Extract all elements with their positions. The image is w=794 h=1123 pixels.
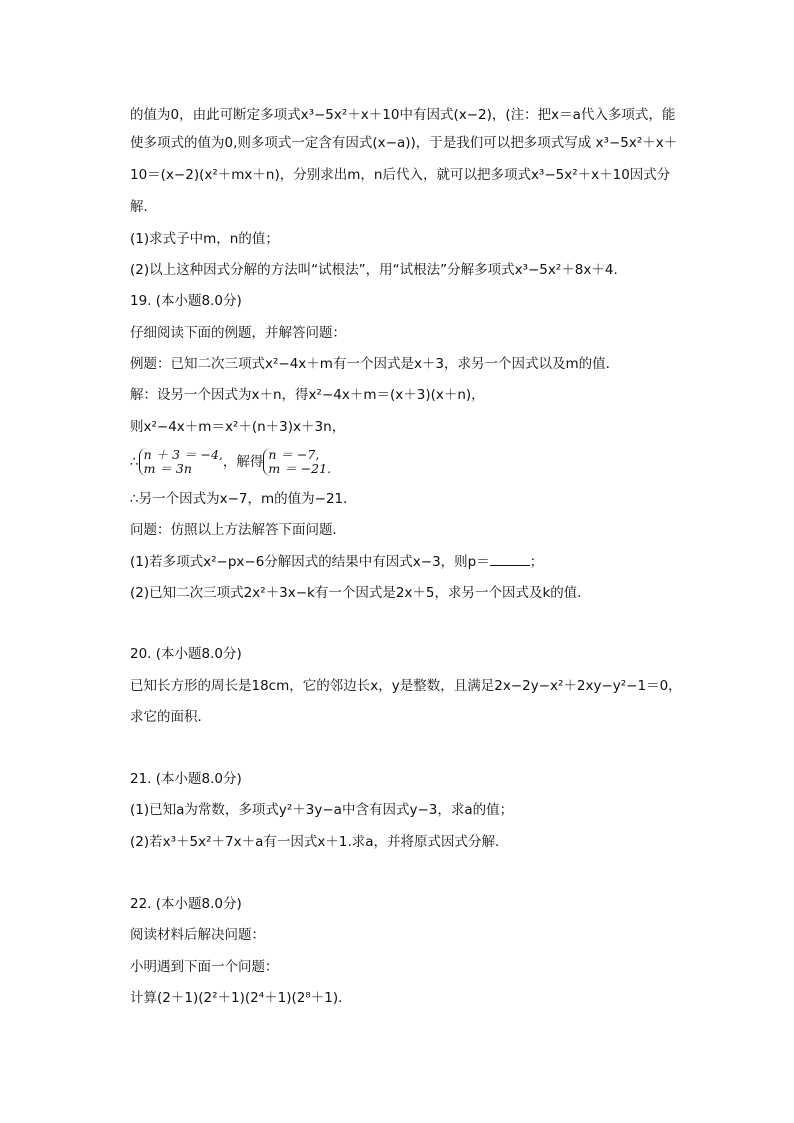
system-1: n ＋ 3 ＝ −4, m ＝ 3n xyxy=(139,448,223,476)
solve-label: ，解得 xyxy=(222,454,264,470)
text-line: 小明遇到下面一个问题： xyxy=(130,959,279,975)
text-line: 则x²−4x＋m＝x²＋(n＋3)x＋3n， xyxy=(130,419,346,435)
question-part: (2)已知二次三项式2x²＋3x−k有一个因式是2x＋5，求另一个因式及k的值． xyxy=(130,585,591,601)
question-part: (1)已知a为常数，多项式y²＋3y−a中含有因式y−3，求a的值； xyxy=(130,802,514,818)
text-line: 的值为0，由此可断定多项式x³−5x²＋x＋10中有因式(x−2)，(注：把x＝a代入多项式，能 xyxy=(130,107,676,123)
question-header-22: 22. (本小题8.0分) xyxy=(130,896,242,912)
system-2: n ＝ −7, m ＝ −21. xyxy=(263,448,331,476)
text-line: 仔细阅读下面的例题，并解答问题： xyxy=(130,325,346,341)
system-2-eq-top: n ＝ −7 xyxy=(268,447,316,462)
text-line: 解． xyxy=(130,199,157,215)
text-line: 已知长方形的周长是18cm，它的邻边长x，y是整数，且满足2x−2y−x²＋2xy−y²−1＝0， xyxy=(130,678,682,694)
text-line: ∴另一个因式为x−7，m的值为−21． xyxy=(130,491,357,507)
question-header-19: 19. (本小题8.0分) xyxy=(130,293,242,309)
text-line: 阅读材料后解决问题： xyxy=(130,927,265,943)
question-part: (1)求式子中m，n的值； xyxy=(130,231,279,247)
text-line: 计算(2＋1)(2²＋1)(2⁴＋1)(2⁸＋1)． xyxy=(130,990,352,1006)
equation-system xyxy=(130,448,690,476)
text-line: 求它的面积． xyxy=(130,709,211,725)
question-part: (2)以上这种因式分解的方法叫“试根法”，用“试根法”分解多项式x³−5x²＋8x＋4． xyxy=(130,262,627,278)
therefore-symbol: ∴ xyxy=(130,454,139,470)
question-header-20: 20. (本小题8.0分) xyxy=(130,646,242,662)
answer-blank xyxy=(490,551,530,566)
system-1-eq-top: n ＋ 3 ＝ −4 xyxy=(143,447,219,462)
question-part xyxy=(130,551,690,572)
text-line: 问题：仿照以上方法解答下面问题． xyxy=(130,522,346,538)
question-header-21: 21. (本小题8.0分) xyxy=(130,771,242,787)
question-part-text: (1)若多项式x²−px−6分解因式的结果中有因式x−3，则p＝ xyxy=(130,554,490,570)
text-line: 例题：已知二次三项式x²−4x＋m有一个因式是x＋3，求另一个因式以及m的值． xyxy=(130,356,620,372)
text-line: 10＝(x−2)(x²＋mx＋n)，分别求出m，n后代入，就可以把多项式x³−5x²＋x＋10因式分 xyxy=(130,167,671,183)
punctuation: ； xyxy=(529,554,544,570)
system-2-eq-bottom: m ＝ −21 xyxy=(268,461,328,476)
text-line: 使多项式的值为0,则多项式一定含有因式(x−a))，于是我们可以把多项式写成 x³−5x²＋x＋ xyxy=(130,135,678,151)
system-1-eq-bottom: m ＝ 3n xyxy=(143,461,192,476)
text-line: 解：设另一个因式为x＋n，得x²−4x＋m＝(x＋3)(x＋n)， xyxy=(130,387,485,403)
question-part: (2)若x³＋5x²＋7x＋a有一因式x＋1.求a，并将原式因式分解． xyxy=(130,834,509,850)
